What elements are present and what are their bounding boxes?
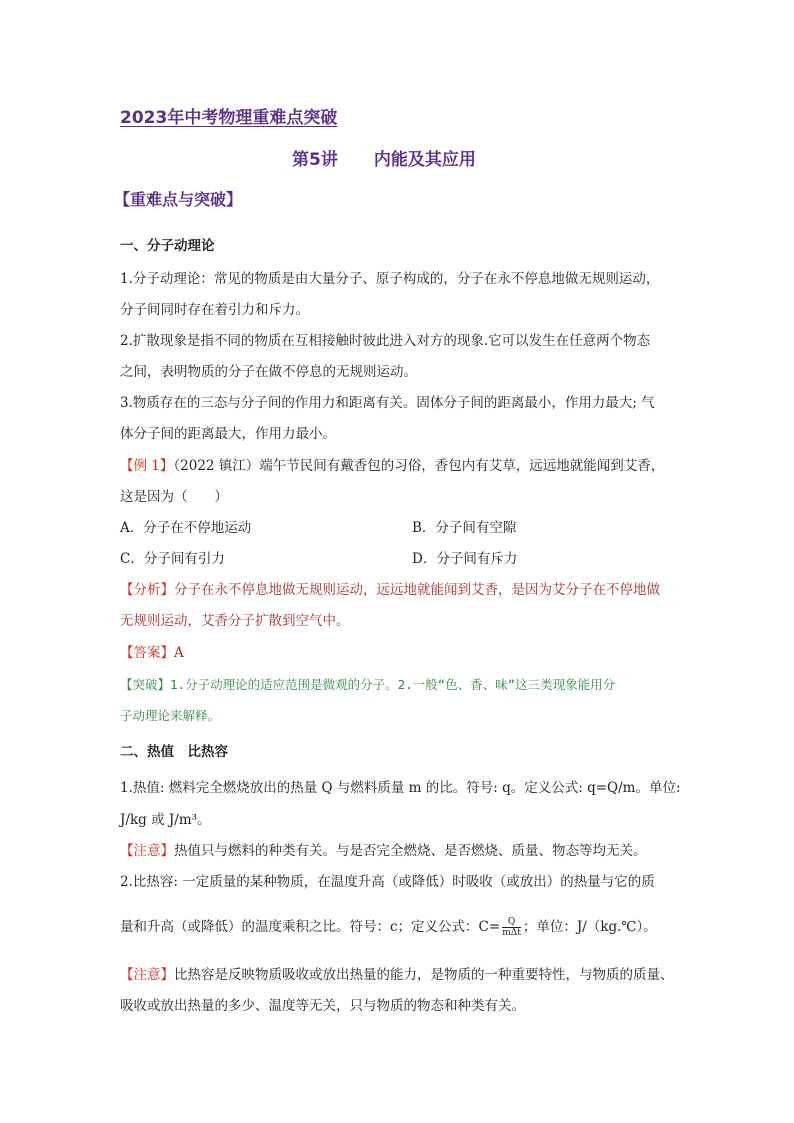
analysis-line2: 无规则运动，艾香分子扩散到空气中。: [120, 613, 350, 629]
example-text: （2022 镇江）端午节民间有戴香包的习俗，香包内有艾草，远远地就能闻到艾香，: [173, 458, 665, 474]
lecture-number: 第5讲: [292, 150, 338, 170]
answer-label: 【答案】: [120, 645, 174, 661]
main-title: 2023年中考物理重难点突破: [120, 108, 338, 128]
option-d: D．分子间有斥力: [412, 551, 518, 567]
section1-heading: 一、分子动理论: [120, 238, 215, 254]
note2-text: 比热容是反映物质吸收或放出热量的能力，是物质的一种重要特性，与物质的质量、: [174, 967, 674, 983]
breakthrough-line1: [120, 675, 680, 695]
note2-label: 【注意】: [120, 967, 174, 983]
s1-p2-line2: 之间，表明物质的分子在做不停息的无规则运动。: [120, 364, 417, 380]
s1-p1-line1: 1.分子动理论：常见的物质是由大量分子、原子构成的，分子在永不停息地做无规则运动，: [120, 271, 660, 287]
note1-line: [120, 841, 680, 861]
option-b: B．分子间有空隙: [412, 520, 517, 536]
s2-p2-line2-post: ；单位：J/（kg.℃）。: [522, 919, 657, 935]
analysis-line1: [120, 580, 680, 600]
s1-p2-line1: 2.扩散现象是指不同的物质在互相接触时彼此进入对方的现象.它可以发生在任意两个物态: [120, 333, 651, 349]
s1-p1-line2: 分子间同时存在着引力和斥力。: [120, 302, 309, 318]
section2-heading: 二、热值 比热容: [120, 744, 228, 760]
breakthrough-text: 1.分子动理论的适应范围是微观的分子。2.一般“色、香、味”这三类现象能用分: [170, 677, 616, 692]
example-line2: 这是因为（ ）: [120, 489, 228, 505]
option-a: A．分子在不停地运动: [120, 520, 252, 536]
analysis-label: 【分析】: [120, 582, 174, 598]
s1-p3-line2: 体分子间的距离最大，作用力最小。: [120, 426, 336, 442]
note1-label: 【注意】: [120, 843, 174, 859]
note2-line1: [120, 965, 680, 985]
s2-p2-line2-pre: 量和升高（或降低）的温度乘积之比。符号：c；定义公式：C=: [120, 919, 501, 935]
answer-line: [120, 643, 680, 663]
s2-p1-line2: J/kg 或 J/m³。: [120, 812, 211, 828]
lecture-title: [292, 150, 794, 170]
formula-denominator: mΔt: [502, 928, 521, 938]
s2-p1-line1: 1.热值: 燃料完全燃烧放出的热量 Q 与燃料质量 m 的比。符号: q。定义公式: q=Q/m。单位:: [120, 780, 681, 796]
note1-text: 热值只与燃料的种类有关。与是否完全燃烧、是否燃烧、质量、物态等均无关。: [174, 843, 647, 859]
breakthrough-line2: 子动理论来解释。: [120, 708, 221, 723]
note2-line2: 吸收或放出热量的多少、温度等无关，只与物质的物态和种类有关。: [120, 998, 525, 1014]
answer-value: A: [174, 645, 184, 661]
option-c: C．分子间有引力: [120, 551, 225, 567]
formula-fraction: [502, 917, 521, 938]
s1-p3-line1: 3.物质存在的三态与分子间的作用力和距离有关。固体分子间的距离最小，作用力最大; 气: [120, 395, 655, 411]
example-line1: [120, 456, 680, 476]
lecture-name: 内能及其应用: [373, 150, 476, 170]
section-heading: 【重难点与突破】: [114, 190, 243, 209]
analysis-text: 分子在永不停息地做无规则运动，远远地就能闻到艾香，是因为艾分子在不停地做: [174, 582, 660, 598]
breakthrough-label: 【突破】: [120, 677, 171, 692]
formula-numerator: Q: [502, 917, 521, 928]
s2-p2-line2: [120, 914, 680, 940]
example-label: 【例 1】: [120, 458, 174, 474]
s2-p2-line1: 2.比热容: 一定质量的某种物质，在温度升高（或降低）时吸收（或放出）的热量与它的质: [120, 874, 655, 890]
